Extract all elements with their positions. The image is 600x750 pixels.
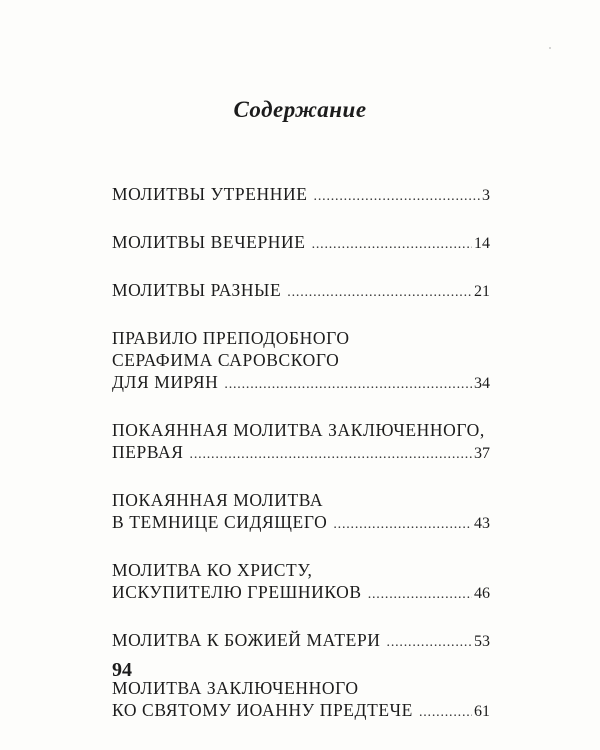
- toc-entry-last-line: [112, 511, 490, 536]
- toc-entry-title-line: ИСКУПИТЕЛЮ ГРЕШНИКОВ: [112, 582, 362, 602]
- toc-entry-title-line: КО СВЯТОМУ ИОАННУ ПРЕДТЕЧЕ: [112, 700, 413, 720]
- toc-entry: [112, 183, 490, 208]
- toc-page-number: 53: [474, 633, 490, 650]
- dot-leader: [287, 282, 472, 304]
- dot-leader: [314, 186, 480, 208]
- dot-leader: [333, 514, 472, 536]
- toc-entry-last-line: [112, 581, 490, 606]
- toc-entry: [112, 489, 490, 536]
- toc-entry: [112, 279, 490, 304]
- dot-leader: [312, 234, 472, 256]
- toc-entry-title-line: МОЛИТВА КО ХРИСТУ,: [112, 560, 313, 580]
- toc-entry-title-line: ПОКАЯННАЯ МОЛИТВА ЗАКЛЮЧЕННОГО,: [112, 420, 485, 440]
- toc-entry-last-line: [112, 699, 490, 724]
- toc-entry-title-line: МОЛИТВЫ ВЕЧЕРНИЕ: [112, 232, 306, 252]
- toc-page-number: 46: [474, 585, 490, 602]
- toc-entry: [112, 327, 490, 396]
- toc-entry: [112, 677, 490, 724]
- toc-entry-title-line: СЕРАФИМА САРОВСКОГО: [112, 350, 340, 370]
- toc-entry-title-line: ПРАВИЛО ПРЕПОДОБНОГО: [112, 328, 350, 348]
- toc-entry-title-line: МОЛИТВЫ РАЗНЫЕ: [112, 280, 282, 300]
- toc-entry: [112, 419, 490, 466]
- toc-entry-last-line: [112, 231, 490, 256]
- toc-page-number: 34: [474, 375, 490, 392]
- page-title: Содержание: [233, 97, 367, 123]
- toc-entry-last-line: [112, 629, 490, 654]
- toc-page-number: 43: [474, 515, 490, 532]
- toc-entry-last-line: [112, 371, 490, 396]
- toc-entry: [112, 559, 490, 606]
- toc-entry-last-line: [112, 183, 490, 208]
- toc-entry-title-line: ДЛЯ МИРЯН: [112, 372, 219, 392]
- toc-page-number: 61: [474, 703, 490, 720]
- toc-entry: [112, 231, 490, 256]
- toc-entry-title-line: МОЛИТВЫ УТРЕННИЕ: [112, 184, 308, 204]
- dot-leader: [190, 444, 472, 466]
- toc-entry: [112, 629, 490, 654]
- toc-entry-title-line: ПЕРВАЯ: [112, 442, 184, 462]
- dot-leader: [387, 632, 472, 654]
- dot-leader: [368, 584, 472, 606]
- table-of-contents: [112, 183, 490, 747]
- paper-speck: [549, 47, 551, 49]
- toc-entry-last-line: [112, 441, 490, 466]
- toc-entry-last-line: [112, 279, 490, 304]
- dot-leader: [224, 374, 472, 396]
- toc-page-number: 37: [474, 445, 490, 462]
- toc-entry-title-line: МОЛИТВА ЗАКЛЮЧЕННОГО: [112, 678, 359, 698]
- toc-entry-title-line: МОЛИТВА К БОЖИЕЙ МАТЕРИ: [112, 630, 381, 650]
- toc-page-number: 3: [482, 187, 490, 204]
- toc-entry-title-line: В ТЕМНИЦЕ СИДЯЩЕГО: [112, 512, 328, 532]
- toc-page-number: 21: [474, 283, 490, 300]
- toc-page-number: 14: [474, 235, 490, 252]
- toc-entry-title-line: ПОКАЯННАЯ МОЛИТВА: [112, 490, 324, 510]
- page-number: 94: [112, 659, 132, 681]
- dot-leader: [419, 702, 472, 724]
